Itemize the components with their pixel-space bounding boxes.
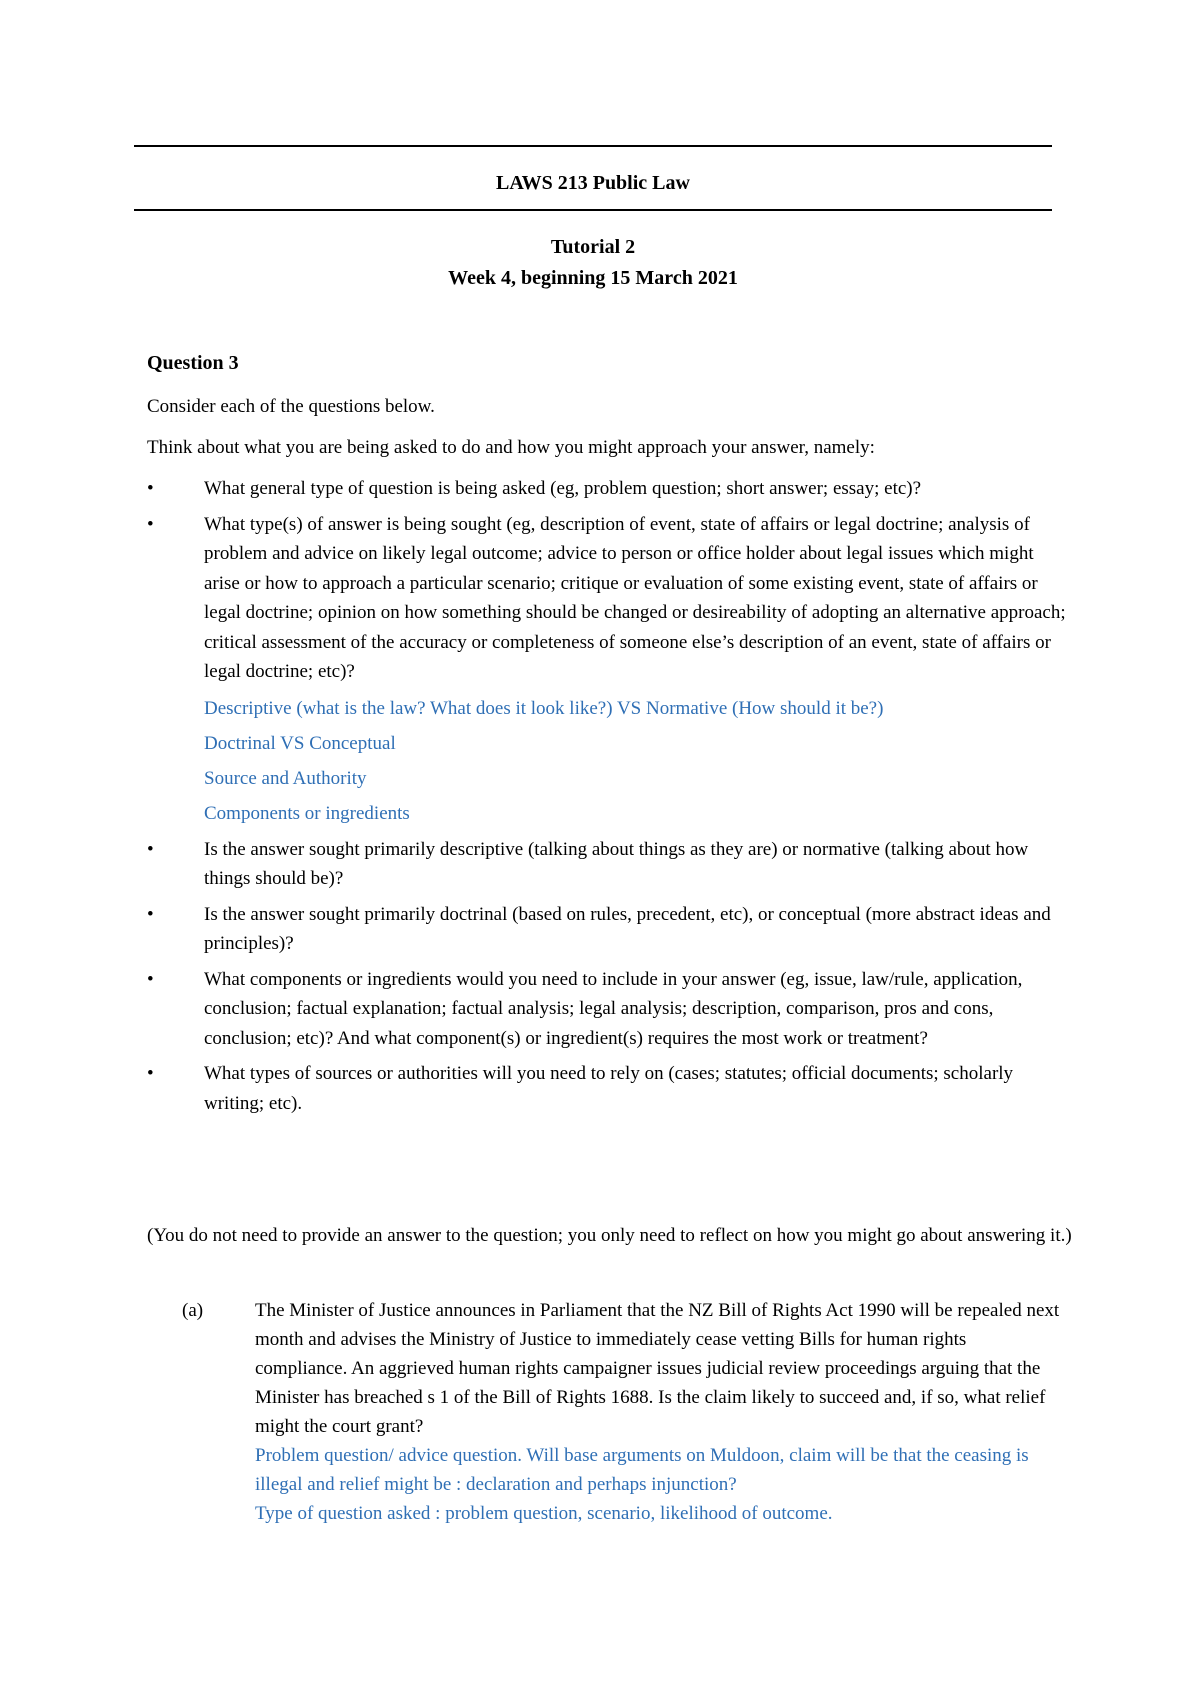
tutorial-title: Tutorial 2: [550, 236, 636, 258]
bullet-icon: •: [147, 478, 154, 499]
approach-paragraph: Think about what you are being asked to do and how you might approach your answer, namely:: [147, 437, 875, 458]
bullet-text: Is the answer sought primarily descriptive (talking about things as they are) or normative (talking about how things should be)?: [204, 838, 1029, 889]
bullet-text: What general type of question is being asked (eg, problem question; short answer; essay; etc)?: [204, 478, 922, 499]
bullet-icon: •: [147, 1063, 154, 1084]
bullet-item: [147, 965, 1067, 1054]
bullet-item: [147, 900, 1067, 959]
bullet-icon: •: [147, 903, 154, 925]
annotation-note: Source and Authority: [204, 767, 367, 789]
sub-question-a: [182, 1296, 1062, 1528]
bullet-icon: •: [147, 968, 154, 990]
bullet-item: [147, 1059, 1067, 1118]
question-heading: Question 3: [147, 352, 239, 374]
top-rule: [134, 145, 1052, 147]
bottom-rule: [134, 209, 1052, 211]
annotation-notes: [147, 691, 1067, 831]
sub-question-answer-type: Type of question asked : problem question, scenario, likelihood of outcome.: [255, 1503, 833, 1524]
intro-paragraph: Consider each of the questions below.: [147, 396, 435, 417]
guidance-bullet-list: [147, 474, 1067, 1118]
bullet-text: What types of sources or authorities will you need to rely on (cases; statutes; official documents; scholarly writing; etc).: [204, 1063, 1014, 1114]
bullet-item: [147, 474, 1067, 504]
bullet-text: What components or ingredients would you need to include in your answer (eg, issue, law/rule, application, conclusion; factual explanation; factual analysis; legal analysis; description, comparison, pros and cons, conclusion; etc)? And what component(s) or ingredient(s) requires the most work or treatment?: [204, 968, 1023, 1049]
annotation-note: Descriptive (what is the law? What does it look like?) VS Normative (How should it be?): [204, 697, 884, 719]
bullet-item: [147, 835, 1067, 894]
bullet-text: What type(s) of answer is being sought (eg, description of event, state of affairs or legal doctrine; analysis of problem and advice on likely legal outcome; advice to person or office holder about legal issues which might arise or how to approach a particular scenario; critique or evaluation of some existing event, state of affairs or legal doctrine; opinion on how something should be changed or desireability of adopting an alternative approach; critical assessment of the accuracy or completeness of someone else’s description of an event, state of affairs or legal doctrine; etc)?: [204, 513, 1066, 682]
sub-question-body: [255, 1296, 1062, 1528]
bullet-icon: •: [147, 513, 154, 535]
bullet-item: [147, 510, 1067, 687]
annotation-note: Components or ingredients: [204, 802, 410, 824]
bullet-icon: •: [147, 838, 154, 860]
annotation-note: Doctrinal VS Conceptual: [204, 732, 396, 754]
sub-question-answer: Problem question/ advice question. Will base arguments on Muldoon, claim will be that the ceasing is illegal and relief might be : declaration and perhaps injunction?: [255, 1445, 1029, 1495]
bullet-text: Is the answer sought primarily doctrinal (based on rules, precedent, etc), or conceptual (more abstract ideas and principles)?: [204, 903, 1051, 954]
week-line: Week 4, beginning 15 March 2021: [448, 267, 738, 289]
sub-question-text: The Minister of Justice announces in Parliament that the NZ Bill of Rights Act 1990 will be repealed next month and advises the Ministry of Justice to immediately cease vetting Bills for human rights compliance. An aggrieved human rights campaigner issues judicial review proceedings arguing that the Minister has breached s 1 of the Bill of Rights 1688. Is the claim likely to succeed and, if so, what relief might the court grant?: [255, 1300, 1060, 1437]
sub-question-label: (a): [182, 1300, 204, 1321]
course-title: LAWS 213 Public Law: [496, 172, 690, 194]
footnote-paragraph: (You do not need to provide an answer to the question; you only need to reflect on how you might go about answering it.): [147, 1225, 1072, 1246]
